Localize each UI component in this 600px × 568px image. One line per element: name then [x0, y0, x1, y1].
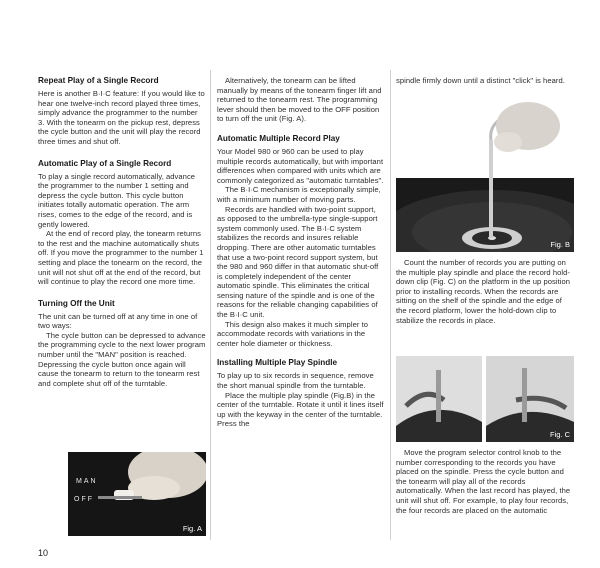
column-left	[38, 0, 206, 388]
fig-b-label: Fig. B	[550, 240, 570, 249]
column-divider-2	[390, 70, 391, 540]
program-selector-paragraph: Move the program selector control knob to the number corresponding to the records you have placed on the spindle. Press the cycle button and the tonearm will play all of the records automatically. When the last record has played, the unit will shut off. For example, to play four records, the four records are placed on the automatic	[396, 448, 571, 515]
turn-off-paragraph-2: The cycle button can be depressed to advance the programming cycle to the next lower program number until the "MAN" position is reached. Depressing the cycle button once again will cause the tonearm to return to the tonearm rest and complete shut off of the turntable.	[38, 330, 206, 388]
figure-c-hold-down-clip-photo	[396, 356, 574, 442]
hold-down-clip-illustration	[396, 356, 574, 442]
column-right-lower	[396, 258, 574, 325]
auto-multi-heading: Automatic Multiple Record Play	[217, 133, 340, 143]
auto-multi-paragraph-1: Your Model 980 or 960 can be used to play multiple records automatically, but with important differences when compared with units which are commonly categorized as "automatic turntables".	[217, 146, 384, 185]
repeat-play-paragraph: Here is another B·I·C feature: If you would like to hear one twelve-inch record played three times, simply advance the programmer to the number 3. With the tonearm on the pickup rest, depress the cycle button and the unit will play the record three times and shut off.	[38, 89, 205, 146]
page-number: 10	[38, 548, 49, 558]
install-spindle-paragraph-2: Place the multiple play spindle (Fig.B) in the center of the turntable. Rotate it until it lines itself up with the keyway in the center of the turntable. Press the	[217, 390, 384, 429]
column-middle	[217, 0, 385, 429]
auto-multi-paragraph-3: Records are handled with two-point support, as opposed to the umbrella-type single-support system commonly used. The B·I·C system stabilizes the records and insures reliable dropping. There are other automatic turntables that use a two-point record support system, but the 980 and 960 differ in that automatic shut-off is completely independent of the center automatic spindle. This eliminates the critical sensing nature of the spindle and is one of the reasons for the reliable changing capabilities of the B·I·C unit.	[217, 204, 379, 320]
column-right	[396, 0, 574, 86]
fig-a-label: Fig. A	[182, 524, 202, 533]
figure-a-programmer-photo	[68, 452, 206, 536]
count-records-paragraph: Count the number of records you are putting on the multiple play spindle and place the record hold-down clip (Fig. C) on the platform in the up position prior to installing records. When the records are sitting on the shelf of the spindle and the edge of the record platform, lower the hold-down clip to stabilize the records in place.	[396, 258, 571, 325]
column-right-bottom	[396, 448, 574, 515]
spindle-turntable-illustration	[396, 100, 574, 252]
figure-b-spindle-photo	[396, 100, 574, 252]
fig-c-label: Fig. C	[549, 430, 570, 439]
spindle-click-paragraph: spindle firmly down until a distinct "click" is heard.	[396, 76, 565, 85]
column-divider-1	[210, 70, 211, 540]
auto-single-paragraph-2: At the end of record play, the tonearm returns to the rest and the machine automatically shuts off. If you move the programmer to the number 1 setting and place the tonearm on the record, the unit will not shut off at the end of the record, but will continue to play the record one more time.	[38, 229, 204, 287]
auto-single-paragraph-1: To play a single record automatically, advance the programmer to the number 1 setting and depress the cycle button. This cycle button initiates totally automatic operation. The arm rises, comes to the edge of the record, and is gently lowered.	[38, 171, 196, 229]
fig-a-off-label: OFF	[74, 496, 94, 503]
auto-multi-paragraph-4: This design also makes it much simpler to accommodate records with variations in the center hole diameter or thickness.	[217, 319, 369, 348]
alternative-paragraph: Alternatively, the tonearm can be lifted manually by means of the tonearm finger lift and returned to the tonearm rest. The programming lever should then be moved to the OFF position to turn off the unit (Fig. A).	[217, 76, 382, 124]
install-spindle-paragraph-1: To play up to six records in sequence, remove the short manual spindle from the turntable.	[217, 371, 374, 391]
turn-off-heading: Turning Off the Unit	[38, 298, 115, 308]
fig-a-man-label: MAN	[76, 478, 98, 485]
auto-single-heading: Automatic Play of a Single Record	[38, 158, 172, 168]
install-spindle-heading: Installing Multiple Play Spindle	[217, 358, 338, 368]
repeat-play-heading: Repeat Play of a Single Record	[38, 76, 159, 85]
turn-off-paragraph-1: The unit can be turned off at any time in one of two ways:	[38, 311, 198, 331]
auto-multi-paragraph-2: The B·I·C mechanism is exceptionally simple, with a minimum number of moving parts.	[217, 185, 381, 204]
